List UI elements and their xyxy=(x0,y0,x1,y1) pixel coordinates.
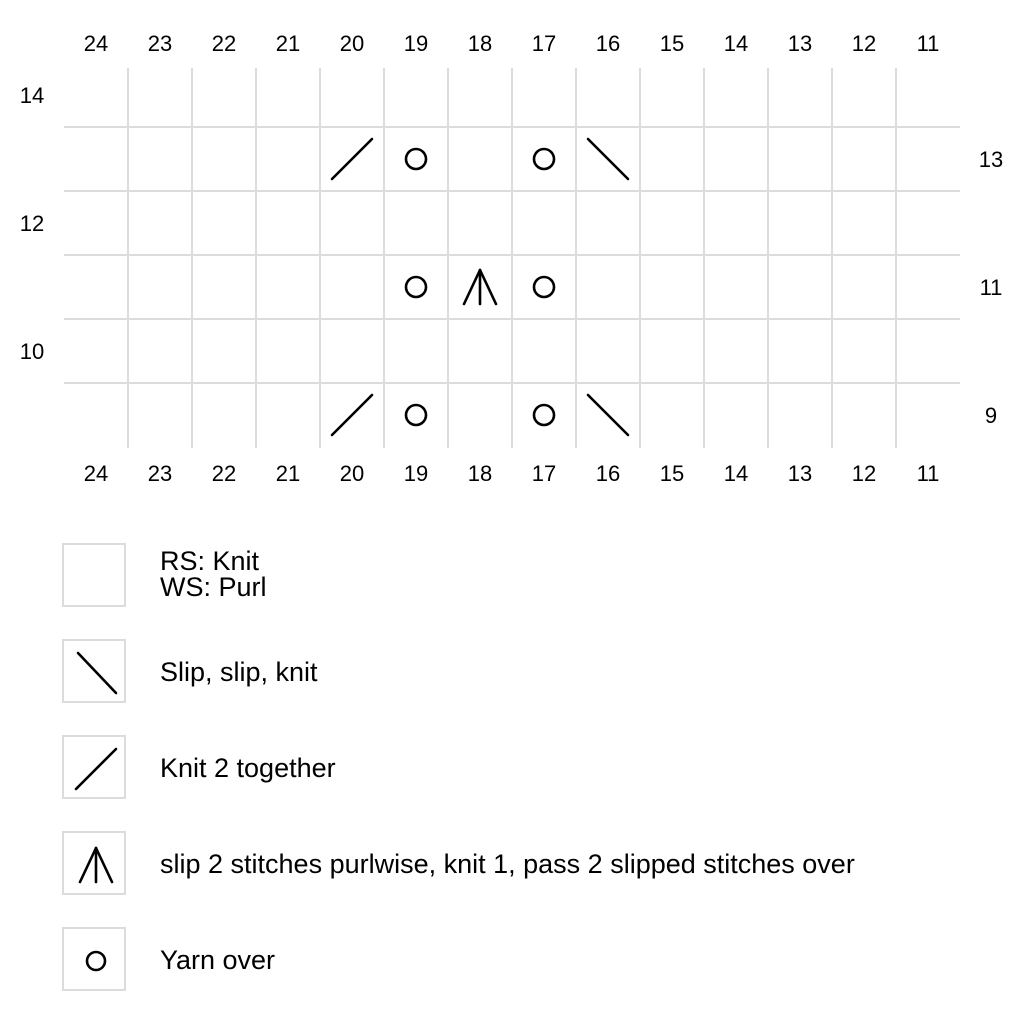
column-label-top: 13 xyxy=(787,31,813,56)
yarn-over-symbol xyxy=(534,149,554,169)
legend-item-k2tog xyxy=(62,735,1002,803)
ssk-symbol xyxy=(588,395,628,435)
chart-symbols xyxy=(332,139,628,435)
s2kpo-icon xyxy=(64,833,128,897)
chart-grid xyxy=(64,68,960,448)
column-label-bottom: 23 xyxy=(147,461,173,486)
yarn-over-symbol xyxy=(406,277,426,297)
column-label-top: 14 xyxy=(723,31,749,56)
column-label-bottom: 22 xyxy=(211,461,237,486)
yarn-over-symbol xyxy=(406,149,426,169)
legend-label-yo: Yarn over xyxy=(160,945,276,975)
legend-label-k2tog: Knit 2 together xyxy=(160,753,336,783)
legend-item-s2kpo xyxy=(62,831,1002,899)
column-label-top: 19 xyxy=(403,31,429,56)
k2tog-icon xyxy=(64,737,128,801)
legend-label-ws: WS: Purl xyxy=(160,572,267,602)
legend-label-s2kpo: slip 2 stitches purlwise, knit 1, pass 2 slipped stitches over xyxy=(160,849,855,879)
ssk-symbol-box xyxy=(62,639,126,703)
yo-icon xyxy=(64,929,128,993)
column-label-bottom: 19 xyxy=(403,461,429,486)
k2tog-symbol xyxy=(332,395,372,435)
column-label-top: 20 xyxy=(339,31,365,56)
row-label: 13 xyxy=(978,147,1004,172)
legend-item-yo xyxy=(62,927,1002,995)
column-label-bottom: 15 xyxy=(659,461,685,486)
column-label-bottom: 24 xyxy=(83,461,109,486)
ssk-icon xyxy=(64,641,128,705)
s2kpo-stroke xyxy=(480,270,496,304)
yarn-over-symbol xyxy=(534,405,554,425)
row-label: 14 xyxy=(19,83,45,108)
s2kpo-symbol-box xyxy=(62,831,126,895)
yarn-over-symbol xyxy=(406,405,426,425)
row-label: 9 xyxy=(984,403,998,428)
s2kpo-symbol xyxy=(464,270,496,304)
s2kpo-stroke xyxy=(464,270,480,304)
column-label-bottom: 17 xyxy=(531,461,557,486)
column-label-bottom: 18 xyxy=(467,461,493,486)
column-label-bottom: 21 xyxy=(275,461,301,486)
ssk-symbol xyxy=(588,139,628,179)
k2tog-symbol-box xyxy=(62,735,126,799)
legend-item-knit xyxy=(62,543,1002,611)
column-label-bottom: 14 xyxy=(723,461,749,486)
knitting-chart xyxy=(0,0,1024,500)
column-label-bottom: 13 xyxy=(787,461,813,486)
row-label: 11 xyxy=(979,275,1003,300)
legend-label-rs: RS: Knit xyxy=(160,546,260,576)
column-label-top: 23 xyxy=(147,31,173,56)
column-label-top: 24 xyxy=(83,31,109,56)
column-label-bottom: 16 xyxy=(595,461,621,486)
column-label-top: 16 xyxy=(595,31,621,56)
column-label-top: 15 xyxy=(659,31,685,56)
row-label: 10 xyxy=(19,339,45,364)
column-label-top: 22 xyxy=(211,31,237,56)
knit-symbol-box xyxy=(62,543,126,607)
k2tog-symbol xyxy=(332,139,372,179)
column-label-bottom: 11 xyxy=(916,461,940,486)
column-label-bottom: 12 xyxy=(851,461,877,486)
column-label-top: 21 xyxy=(275,31,301,56)
column-label-top: 11 xyxy=(916,31,940,56)
yo-symbol-box xyxy=(62,927,126,991)
column-label-top: 17 xyxy=(531,31,557,56)
column-label-bottom: 20 xyxy=(339,461,365,486)
legend-item-ssk xyxy=(62,639,1002,707)
row-label: 12 xyxy=(19,211,45,236)
legend-label-ssk: Slip, slip, knit xyxy=(160,657,318,687)
column-label-top: 12 xyxy=(851,31,877,56)
yarn-over-symbol xyxy=(534,277,554,297)
column-label-top: 18 xyxy=(467,31,493,56)
